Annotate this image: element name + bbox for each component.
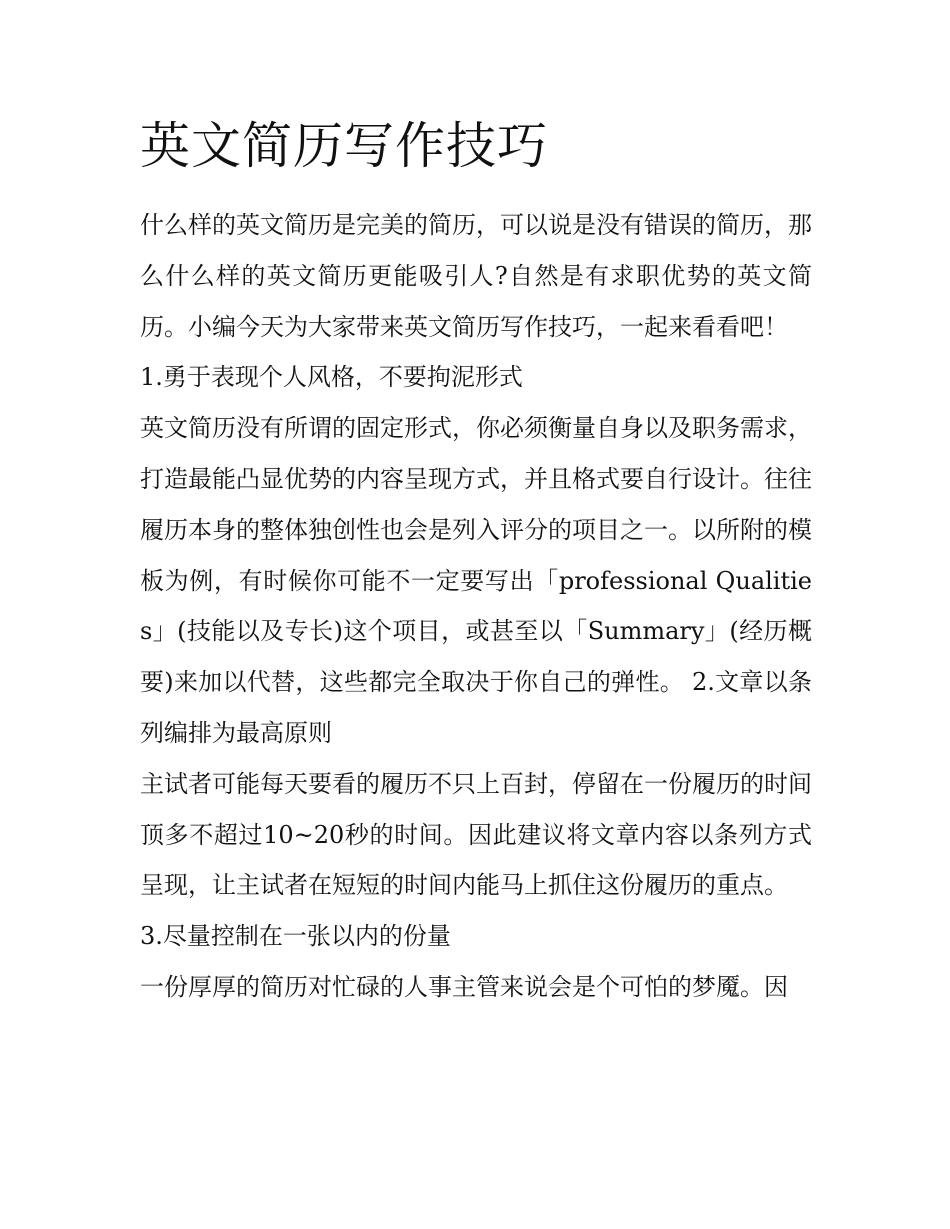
intro-paragraph: 什么样的英文简历是完美的简历，可以说是没有错误的简历，那么什么样的英文简历更能吸引人?自然是有求职优势的英文简历。小编今天为大家带来英文简历写作技巧，一起来看看吧！: [140, 211, 812, 341]
tip-3-heading: 3.尽量控制在一张以内的份量: [140, 922, 451, 951]
tip-2-body: 主试者可能每天要看的履历不只上百封，停留在一份履历的时间顶多不超过10~20秒的时间。因此建议将文章内容以条列方式呈现，让主试者在短短的时间内能马上抓住这份履历的重点。: [140, 769, 812, 900]
document-title: 英文简历写作技巧: [140, 117, 548, 175]
tip-3-body: 一份厚厚的简历对忙碌的人事主管来说会是个可怕的梦魇。因: [140, 972, 788, 1001]
tip-1-body: 英文简历没有所谓的固定形式，你必须衡量自身以及职务需求，打造最能凸显优势的内容呈现方式，并且格式要自行设计。往往履历本身的整体独创性也会是列入评分的项目之一。以所附的模板为例，有时候你可能不一定要写出「professional Qualities」(技能以及专长)这个项目，或甚至以「Summary」(经历概要)来加以代替，这些都完全取决于你自己的弹性。 2.文章以条列编排为最高原则: [140, 414, 812, 747]
tip-1-heading: 1.勇于表现个人风格，不要拘泥形式: [140, 363, 523, 392]
document-body: [140, 108, 812, 1013]
